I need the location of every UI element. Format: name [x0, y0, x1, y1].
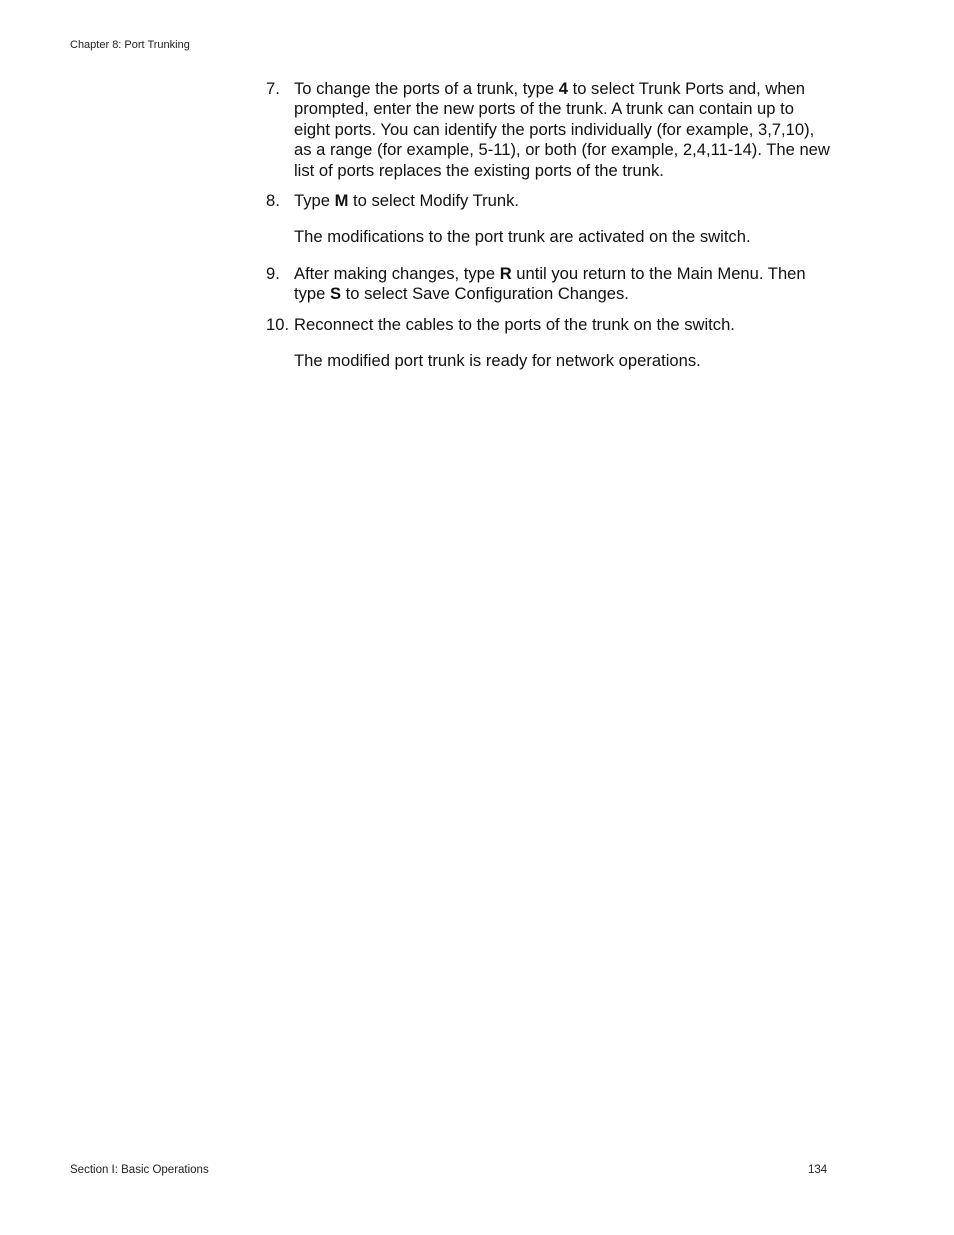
key-m: M	[334, 191, 349, 211]
key-s: S	[329, 284, 342, 304]
step-10	[266, 315, 831, 335]
step-number: 8.	[266, 191, 280, 211]
footer-section: Section I: Basic Operations	[70, 1164, 209, 1176]
step-8	[266, 191, 831, 211]
step-text: Type M to select Modify Trunk.	[294, 191, 520, 211]
running-header: Chapter 8: Port Trunking	[70, 39, 190, 51]
step-7	[266, 79, 831, 181]
step-text: To change the ports of a trunk, type 4 to select Trunk Ports and, when prompted, enter the new ports of the trunk. A trunk can contain up to eight ports. You can identify the ports individually (for example, 3,7,10), as a range (for example, 5-11), or both (for example, 2,4,11-14). The new list of ports replaces the existing ports of the trunk.	[294, 79, 830, 180]
step-8-note: The modifications to the port trunk are activated on the switch.	[294, 227, 751, 247]
key-4: 4	[558, 79, 568, 98]
step-text: Reconnect the cables to the ports of the trunk on the switch.	[294, 314, 735, 334]
step-number: 7.	[266, 79, 280, 98]
page-number: 134	[808, 1164, 828, 1176]
procedure-list	[266, 79, 831, 371]
step-number: 10.	[266, 314, 290, 334]
step-number: 9.	[266, 263, 280, 283]
key-r: R	[499, 263, 512, 283]
step-9	[266, 264, 831, 305]
step-10-note: The modified port trunk is ready for network operations.	[294, 351, 701, 371]
step-text: After making changes, type R until you return to the Main Menu. Then type S to select Save Configuration Changes.	[294, 263, 806, 304]
